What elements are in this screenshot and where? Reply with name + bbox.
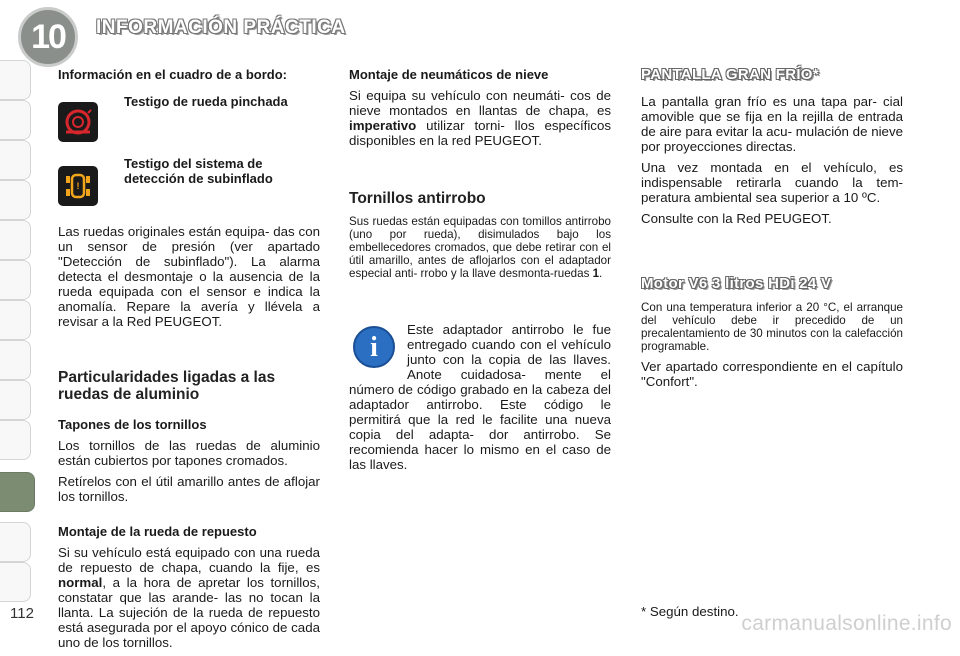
- spare-wheel-paragraph: [58, 545, 320, 650]
- bolt-caps-paragraph-2: Retírelos con el útil amarillo antes de aflojar los tornillos.: [58, 474, 320, 504]
- chapter-tab[interactable]: [0, 220, 31, 260]
- snow-tyres-paragraph: [349, 88, 611, 148]
- cold-screen-paragraph-2: Una vez montada en el vehículo, es indispensable retirarla cuando la tem- peratura ambiental sea superior a 10 ºC.: [641, 160, 903, 205]
- cold-screen-heading: PANTALLA GRAN FRÍO*: [641, 66, 819, 83]
- page-title: INFORMACIÓN PRÁCTICA: [96, 17, 346, 38]
- chapter-badge: [18, 7, 78, 67]
- chapter-tab-active[interactable]: [0, 472, 35, 512]
- dashboard-info-heading: Información en el cuadro de a bordo:: [58, 67, 287, 82]
- chapter-tab[interactable]: [0, 60, 31, 100]
- text-run: utilizar torni- llos específicos disponibles en la red PEUGEOT.: [349, 118, 611, 148]
- chapter-tab[interactable]: [0, 420, 31, 460]
- text-run: Sus ruedas están equipadas con tomillos antirrobo (uno por rueda), disimulados bajo los embellecedores cromados, que debe retirar con el útil amarillo, antes de aflojarlos con el adaptador especial anti- rrobo y la llave desmonta-ruedas: [349, 215, 611, 280]
- column-left: [58, 67, 320, 656]
- underinflation-label: Testigo del sistema de detección de subinflado: [124, 156, 273, 186]
- text-run: Si equipa su vehículo con neumáti- cos de nieve montados en llantas de chapa, es: [349, 88, 611, 118]
- svg-text:!: !: [76, 181, 80, 191]
- anti-theft-paragraph: [349, 215, 611, 280]
- bolt-caps-heading: Tapones de los tornillos: [58, 417, 207, 432]
- underinflation-warning-icon: [58, 166, 98, 206]
- chapter-tab[interactable]: [0, 260, 31, 300]
- chapter-tab[interactable]: [0, 180, 31, 220]
- info-box: [349, 322, 611, 472]
- chapter-tab[interactable]: [0, 140, 31, 180]
- chapter-tab[interactable]: [0, 340, 31, 380]
- emphasis-text: imperativo: [349, 118, 417, 133]
- snow-tyres-heading: Montaje de neumáticos de nieve: [349, 67, 549, 82]
- chapter-tab[interactable]: [0, 300, 31, 340]
- page-number: 112: [10, 605, 34, 622]
- text-run: Si su vehículo está equipado con una rueda de repuesto de chapa, cuando la fije, es: [58, 545, 320, 575]
- anti-theft-heading: Tornillos antirrobo: [349, 190, 486, 207]
- bolt-caps-paragraph-1: Los tornillos de las ruedas de aluminio están cubiertos por tapones cromados.: [58, 438, 320, 468]
- flat-tire-warning-icon: [58, 102, 98, 142]
- cold-screen-paragraph-3: Consulte con la Red PEUGEOT.: [641, 211, 832, 226]
- chapter-tab[interactable]: [0, 522, 31, 562]
- column-right: [641, 67, 903, 395]
- engine-paragraph-1: Con una temperatura inferior a 20 °C, el arranque del vehículo debe ir precedido de un precalentamiento de 30 minutos con la calefacción programable.: [641, 301, 903, 353]
- info-icon: i: [353, 326, 395, 368]
- emphasis-text: 1: [592, 267, 600, 280]
- column-middle: [349, 67, 611, 478]
- chapter-number: 10: [31, 17, 65, 56]
- info-paragraph: Este adaptador antirrobo le fue entregado cuando con el vehículo junto con la copia de las llaves. Anote cuidadosa- mente el número de código grabado en la cabeza del adaptador antirrobo. Este código le permitirá que la red le facilite una nueva copia del adapta- dor antirrobo. Se recomienda hacer lo mismo en el caso de las llaves.: [349, 322, 611, 472]
- footnote: * Según destino.: [641, 604, 739, 619]
- emphasis-text: normal: [58, 575, 103, 590]
- engine-paragraph-2: Ver apartado correspondiente en el capítulo "Confort".: [641, 359, 903, 389]
- chapter-tab[interactable]: [0, 562, 31, 602]
- engine-heading: Motor V6 3 litros HDi 24 V: [641, 275, 832, 292]
- watermark: carmanualsonline.info: [741, 612, 952, 635]
- text-run: .: [599, 267, 603, 280]
- sensor-paragraph: Las ruedas originales están equipa- das con un sensor de presión (ver apartado "Detección de subinflado"). La alarma detecta el desmontaje o la ausencia de la rueda equipada con el sensor e indica la anomalía. Repare la avería y llévela a revisar a la Red PEUGEOT.: [58, 224, 320, 329]
- cold-screen-paragraph-1: La pantalla gran frío es una tapa par- cial amovible que se fija en la rejilla de entrada de aire para evitar la acu- mulación de nieve por proyecciones directas.: [641, 94, 903, 154]
- chapter-tab[interactable]: [0, 380, 31, 420]
- chapter-tab[interactable]: [0, 100, 31, 140]
- text-run: , a la hora de apretar los tornillos, constatar que las arande- las no tocan la llanta. La sujeción de la rueda de repuesto está asegurada por el apoyo cónico de cada uno de los tornillos.: [58, 575, 320, 650]
- spare-wheel-heading: Montaje de la rueda de repuesto: [58, 524, 257, 539]
- flat-tire-label: Testigo de rueda pinchada: [124, 94, 288, 109]
- aluminium-section-heading: Particularidades ligadas a las ruedas de aluminio: [58, 369, 276, 403]
